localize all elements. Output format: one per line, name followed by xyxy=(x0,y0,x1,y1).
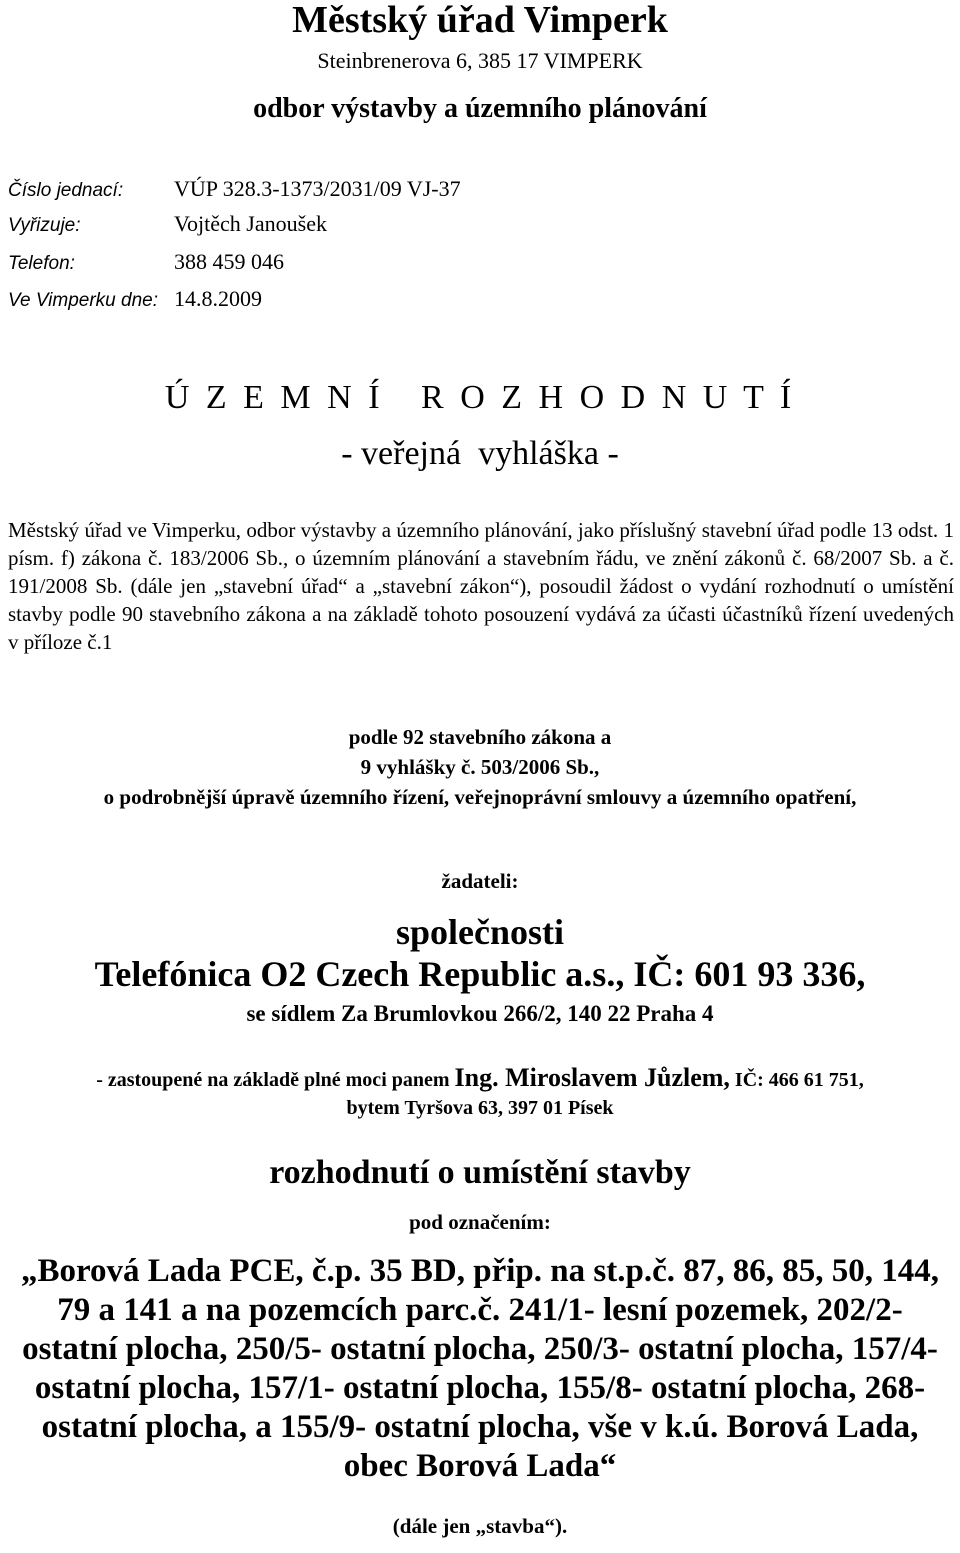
applicant-address: se sídlem Za Brumlovkou 266/2, 140 22 Praha 4 xyxy=(246,1001,714,1026)
representative-prefix: - zastoupené na základě plné moci panem xyxy=(96,1069,455,1091)
meta-label: Ve Vimperku dne: xyxy=(8,290,158,311)
meta-label: Číslo jednací: xyxy=(8,180,124,201)
office-address: Steinbrenerova 6, 385 17 VIMPERK xyxy=(317,48,643,73)
legal-basis-line-1: podle 92 stavebního zákona a xyxy=(348,725,612,749)
representative-ic: IČ: 466 61 751, xyxy=(729,1069,864,1091)
meta-label: Telefon: xyxy=(8,253,75,274)
applicant-label: žadateli: xyxy=(441,869,519,893)
project-note: (dále jen „stavba“). xyxy=(392,1514,568,1538)
meta-row-handled-by xyxy=(8,209,327,239)
project-designation: „Borová Lada PCE, č.p. 35 BD, přip. na st.p.č. 87, 86, 85, 50, 144, 79 a 141 a na pozemcích parc.č. 241/1- lesní pozemek, 202/2- ostatní plocha, 250/5- ostatní plocha, 250/3- ostatní plocha, 157/4- ostatní plocha, 157/1- ostatní plocha, 155/8- ostatní plocha, 268- ostatní plocha, a 155/9- ostatní plocha, vše v k.ú. Borová Lada, obec Borová Lada“ xyxy=(21,1253,939,1484)
meta-row-phone xyxy=(8,247,284,277)
legal-basis-line-2: 9 vyhlášky č. 503/2006 Sb., xyxy=(360,755,600,779)
applicant-company-line-1: společnosti xyxy=(395,912,564,952)
designation-label: pod označením: xyxy=(409,1210,551,1234)
office-name: Městský úřad Vimperk xyxy=(292,0,668,41)
representative-address: bytem Tyršova 63, 397 01 Písek xyxy=(346,1097,614,1119)
decision-title: rozhodnutí o umístění stavby xyxy=(269,1154,691,1191)
applicant-company-line-2: Telefónica O2 Czech Republic a.s., IČ: 601 93 336, xyxy=(94,954,866,994)
meta-value: 14.8.2009 xyxy=(174,286,262,311)
meta-label: Vyřizuje: xyxy=(8,215,81,236)
office-department: odbor výstavby a územního plánování xyxy=(253,93,707,124)
intro-paragraph: Městský úřad ve Vimperku, odbor výstavby a územního plánování, jako příslušný stavební úřad podle 13 odst. 1 písm. f) zákona č. 183/2006 Sb., o územním plánování a stavebním řádu, ve znění zákonů č. 68/2007 Sb. a č. 191/2008 Sb. (dále jen „stavební úřad“ a „stavební zákon“), posoudil žádost o vydání rozhodnutí o umístění stavby podle 90 stavebního zákona a na základě tohoto posouzení vydává za účasti účastníků řízení uvedených v příloze č.1 xyxy=(8,518,954,654)
meta-row-reference-number xyxy=(8,174,461,204)
meta-value: Vojtěch Janoušek xyxy=(174,211,327,236)
representative-line xyxy=(0,1062,960,1096)
meta-value: 388 459 046 xyxy=(174,249,284,274)
meta-value: VÚP 328.3-1373/2031/09 VJ-37 xyxy=(174,176,461,201)
document-subtitle: - veřejná vyhláška - xyxy=(341,435,619,472)
meta-row-date xyxy=(8,284,262,314)
legal-basis-line-3: o podrobnější úpravě územního řízení, veřejnoprávní smlouvy a územního opatření, xyxy=(103,785,857,809)
representative-name: Ing. Miroslavem Jůzlem, xyxy=(454,1063,730,1092)
document-title: Ú Z E M N Í R O Z H O D N U T Í xyxy=(164,379,796,416)
